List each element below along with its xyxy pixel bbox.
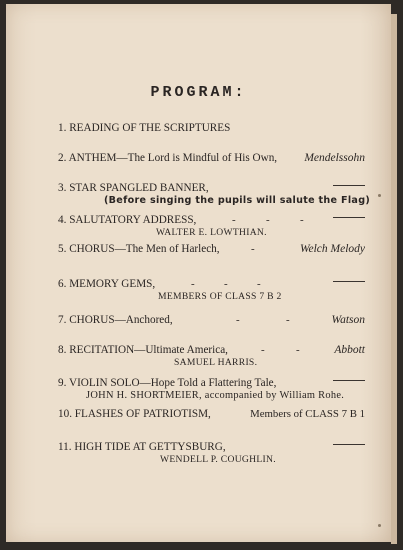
item-text: RECITATION—Ultimate America,: [69, 344, 228, 356]
item-number: 9.: [58, 377, 67, 389]
item-number: 11.: [58, 441, 72, 453]
dash-mark: -: [266, 214, 270, 226]
item-number: 6.: [58, 278, 67, 290]
composer-name: Watson: [331, 314, 365, 326]
program-item-3: [58, 182, 371, 206]
program-item-5: [58, 243, 365, 255]
item-number: 4.: [58, 214, 67, 226]
performer-name: WALTER E. LOWTHIAN.: [156, 227, 267, 238]
dash-mark: -: [191, 278, 195, 290]
item-text: STAR SPANGLED BANNER,: [69, 182, 209, 194]
performer-name: SAMUEL HARRIS.: [174, 357, 258, 368]
item-note: (Before singing the pupils will salute the Flag): [104, 195, 371, 206]
item-text: CHORUS—The Men of Harlech,: [69, 243, 220, 255]
program-item-7: [58, 314, 365, 326]
item-text: HIGH TIDE AT GETTYSBURG,: [74, 441, 226, 453]
item-text: VIOLIN SOLO—Hope Told a Flattering Tale,: [69, 377, 277, 389]
performer-group: Members of CLASS 7 B 1: [250, 408, 365, 420]
item-number: 8.: [58, 344, 67, 356]
program-item-2: [58, 152, 365, 164]
item-number: 2.: [58, 152, 67, 164]
performer-name: JOHN H. SHORTMEIER, accompanied by William Rohe.: [86, 390, 345, 401]
binding-hole: [378, 524, 381, 527]
program-item-4: [58, 214, 365, 238]
item-text: SALUTATORY ADDRESS,: [69, 214, 197, 226]
blank-rule: [333, 278, 365, 290]
dash-mark: -: [257, 278, 261, 290]
program-page: [6, 4, 391, 542]
dash-mark: -: [261, 344, 265, 356]
program-item-1: [58, 122, 365, 134]
performer-name: MEMBERS OF CLASS 7 B 2: [158, 291, 282, 302]
program-item-11: [58, 441, 365, 465]
blank-rule: [333, 441, 365, 453]
blank-rule: [333, 377, 365, 389]
dash-mark: -: [232, 214, 236, 226]
program-title: PROGRAM:: [150, 84, 247, 101]
item-text: FLASHES OF PATRIOTISM,: [74, 408, 211, 420]
item-number: 1.: [58, 122, 67, 134]
composer-name: Mendelssohn: [304, 152, 365, 164]
item-number: 7.: [58, 314, 67, 326]
dash-mark: -: [251, 243, 255, 255]
item-text: CHORUS—Anchored,: [69, 314, 173, 326]
item-number: 3.: [58, 182, 67, 194]
program-item-8: [58, 344, 365, 368]
item-number: 10.: [58, 408, 72, 420]
dash-mark: -: [224, 278, 228, 290]
program-item-9: [58, 377, 365, 401]
item-text: ANTHEM—The Lord is Mindful of His Own,: [68, 152, 278, 164]
dash-mark: -: [300, 214, 304, 226]
page-edge: [391, 14, 397, 544]
dash-mark: -: [286, 314, 290, 326]
item-text: READING OF THE SCRIPTURES: [69, 122, 231, 134]
program-item-6: [58, 278, 365, 302]
composer-name: Abbott: [334, 344, 365, 356]
program-item-10: [58, 408, 365, 420]
binding-hole: [378, 194, 381, 197]
blank-rule: [333, 182, 365, 194]
item-text: MEMORY GEMS,: [69, 278, 156, 290]
performer-name: WENDELL P. COUGHLIN.: [160, 454, 276, 465]
composer-name: Welch Melody: [299, 243, 365, 255]
blank-rule: [333, 214, 365, 226]
dash-mark: -: [236, 314, 240, 326]
dash-mark: -: [296, 344, 300, 356]
item-number: 5.: [58, 243, 67, 255]
